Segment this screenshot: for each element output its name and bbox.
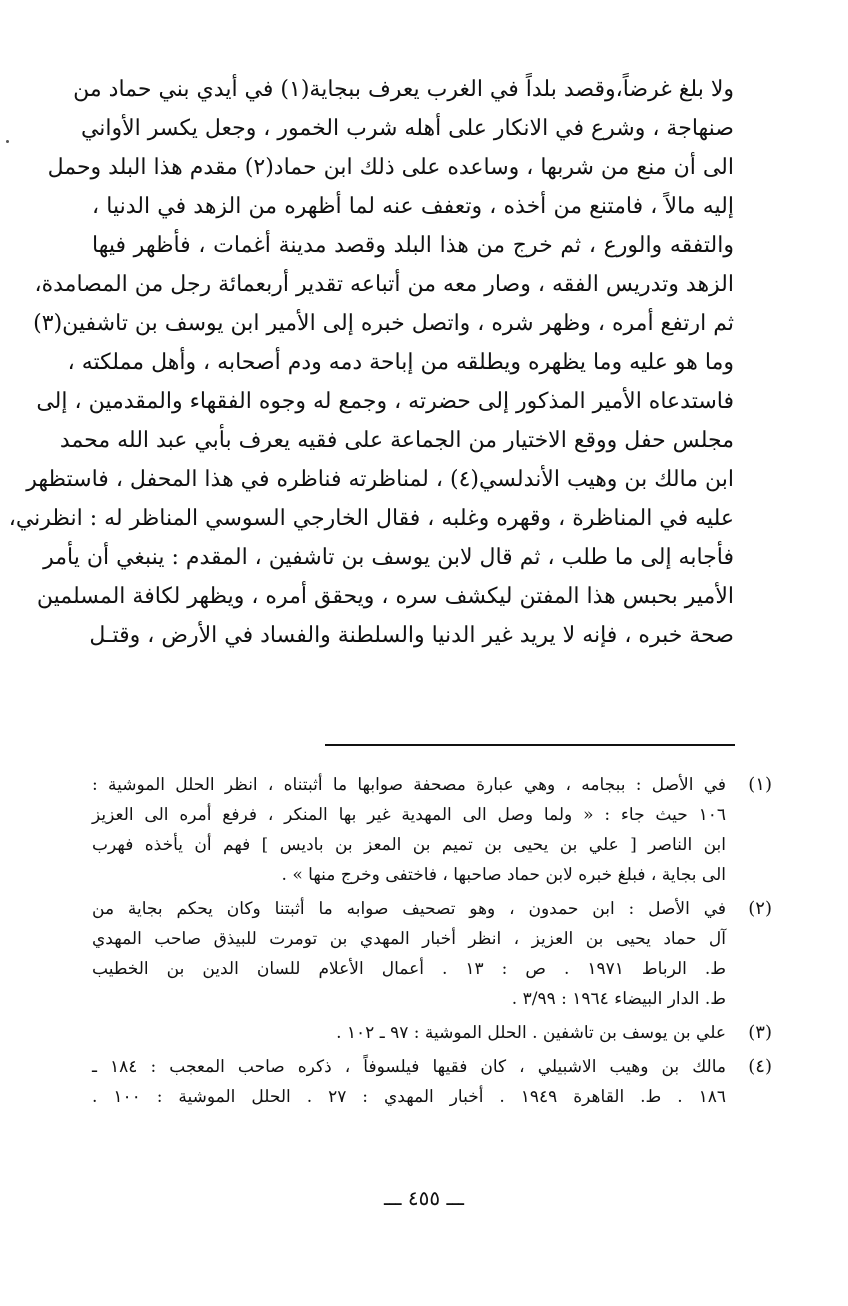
footnote-line: في الأصل : ابن حمدون ، وهو تصحيف صوابه ما أثبتنا وكان يحكم بجاية من (92, 899, 726, 919)
body-line: ابن مالك بن وهيب الأندلسي(٤) ، لمناظرته فناظره في هذا المحفل ، فاستظهر (26, 467, 734, 492)
body-line: عليه في المناظرة ، وقهره وغلبه ، فقال الخارجي السوسي المناظر له : انظرني، (8, 506, 734, 531)
body-line: مجلس حفل ووقع الاختيار من الجماعة على فقيه يعرف بأبي عبد الله محمد (59, 428, 734, 453)
scan-speck (6, 140, 9, 143)
body-line: ثم ارتفع أمره ، وظهر شره ، واتصل خبره إلى الأمير ابن يوسف بن تاشفين(٣) (33, 311, 734, 336)
footnote-number: (٣) (748, 1022, 772, 1043)
footnote-number: (٤) (748, 1056, 772, 1077)
body-line: فأجابه إلى ما طلب ، ثم قال لابن يوسف بن تاشفين ، المقدم : ينبغي أن يأمر (43, 545, 734, 570)
body-line: وما هو عليه وما يظهره ويطلقه من إباحة دمه ودم أصحابه ، وأهل مملكته ، (67, 350, 734, 375)
body-line: إليه مالاً ، فامتنع من أخذه ، وتعفف عنه لما أظهره من الزهد في الدنيا ، (92, 194, 734, 219)
footnote-line: آل حماد يحيى بن العزيز ، انظر أخبار المهدي بن تومرت للبيذق صاحب المهدي (92, 929, 726, 949)
footnote-line: ١٠٦ حيث جاء : « ولما وصل الى المهدية غير بها المنكر ، فرفع أمره الى العزيز (92, 805, 726, 825)
body-line: صنهاجة ، وشرع في الانكار على أهله شرب الخمور ، وجعل يكسر الأواني (80, 116, 734, 141)
footnote-line: ابن الناصر [ علي بن يحيى بن تميم بن المعز بن باديس ] فهم أن يأخذه فهرب (92, 835, 726, 855)
footnotes-block (92, 770, 772, 1116)
footnote-3 (92, 1018, 772, 1048)
body-line: صحة خبره ، فإنه لا يريد غير الدنيا والسلطنة والفساد في الأرض ، وقتـل (89, 623, 734, 648)
page-number: ـــ ٤٥٥ ـــ (383, 1186, 465, 1210)
body-line: الأمير بحبس هذا المفتن ليكشف سره ، ويحقق أمره ، ويظهر لكافة المسلمين (36, 584, 734, 609)
body-line: الى أن منع من شربها ، وساعده على ذلك ابن حماد(٢) مقدم هذا البلد وحمل (47, 155, 734, 180)
footnote-line: في الأصل : ببجامه ، وهي عبارة مصحفة صوابها ما أثبتناه ، انظر الحلل الموشية : (92, 775, 726, 795)
body-line: ولا بلغ غرضاً،وقصد بلداً في الغرب يعرف ببجاية(١) في أيدي بني حماد من (73, 77, 734, 102)
body-line: والتفقه والورع ، ثم خرج من هذا البلد وقصد مدينة أغمات ، فأظهر فيها (92, 233, 734, 258)
footnote-1 (92, 770, 772, 890)
footnote-line: ط. الرباط ١٩٧١ . ص : ١٣ . أعمال الأعلام للسان الدين بن الخطيب (92, 959, 726, 979)
footnote-line: ط. الدار البيضاء ١٩٦٤ : ٣/٩٩ . (511, 989, 726, 1009)
footnote-line: ١٨٦ . ط. القاهرة ١٩٤٩ . أخبار المهدي : ٢٧ . الحلل الموشية : ١٠٠ . (92, 1087, 727, 1107)
body-line: الزهد وتدريس الفقه ، وصار معه من أتباعه تقدير أربعمائة رجل من المصامدة، (34, 272, 734, 297)
footnote-2 (92, 894, 772, 1014)
footnote-4 (92, 1052, 772, 1112)
footnote-line: علي بن يوسف بن تاشفين . الحلل الموشية : ٩٧ ـ ١٠٢ . (336, 1023, 726, 1043)
footnote-separator (325, 744, 735, 746)
footnote-number: (١) (748, 774, 772, 795)
footnote-line: الى بجاية ، فبلغ خبره لابن حماد صاحبها ، فاختفى وخرج منها » . (281, 865, 726, 885)
footnote-number: (٢) (748, 898, 772, 919)
footnote-line: مالك بن وهيب الاشبيلي ، كان فقيها فيلسوفاً ، ذكره صاحب المعجب : ١٨٤ ـ (92, 1057, 727, 1077)
body-line: فاستدعاه الأمير المذكور إلى حضرته ، وجمع له وجوه الفقهاء والمقدمين ، إلى (36, 389, 734, 414)
main-text-block (8, 70, 734, 655)
